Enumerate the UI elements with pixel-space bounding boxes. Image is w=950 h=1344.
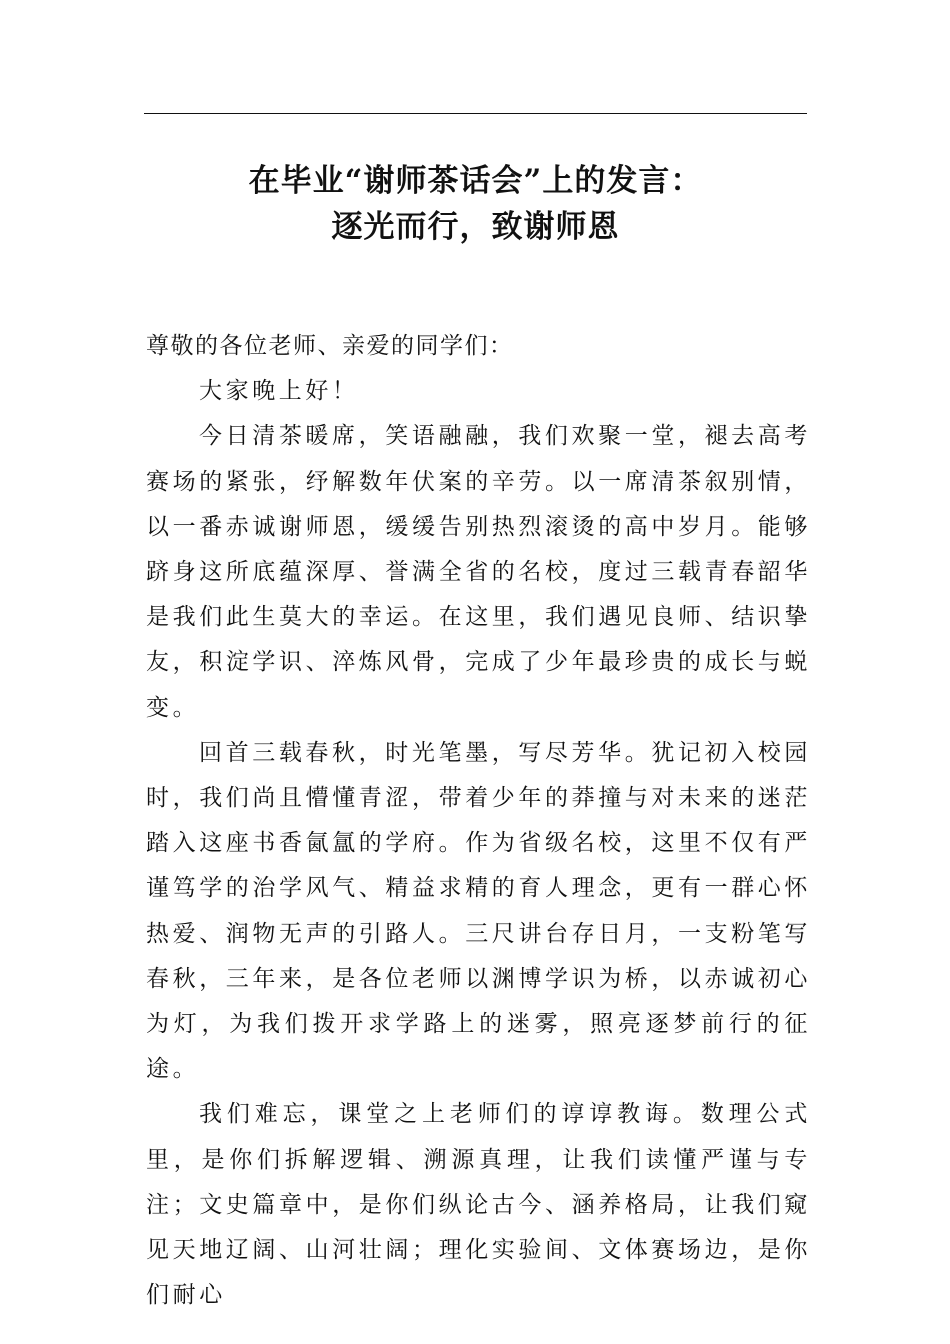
paragraph-3: 我们难忘，课堂之上老师们的谆谆教诲。数理公式里，是你们拆解逻辑、溯源真理，让我们读懂严谨与专注；文史篇章中，是你们纵论古今、涵养格局，让我们窥见天地辽阔、山河壮阔；理化实验间、文体赛场边，是你们耐心 bbox=[146, 1101, 811, 1309]
title-line-2: 逐光而行，致谢师恩 bbox=[331, 209, 620, 245]
document-title bbox=[144, 158, 807, 250]
title-line-1: 在毕业“谢师茶话会”上的发言： bbox=[248, 163, 703, 199]
header-rule bbox=[144, 113, 807, 114]
paragraph-1: 今日清茶暖席，笑语融融，我们欢聚一堂，褪去高考赛场的紧张，纾解数年伏案的辛劳。以一席清茶叙别情，以一番赤诚谢师恩，缓缓告别热烈滚烫的高中岁月。能够跻身这所底蕴深厚、誉满全省的名校，度过三载青春韶华是我们此生莫大的幸运。在这里，我们遇见良师、结识挚友，积淀学识、淬炼风骨，完成了少年最珍贵的成长与蜕变。 bbox=[146, 423, 811, 721]
paragraph-2: 回首三载春秋，时光笔墨，写尽芳华。犹记初入校园时，我们尚且懵懂青涩，带着少年的莽撞与对未来的迷茫踏入这座书香氤氲的学府。作为省级名校，这里不仅有严谨笃学的治学风气、精益求精的育人理念，更有一群心怀热爱、润物无声的引路人。三尺讲台存日月，一支粉笔写春秋，三年来，是各位老师以渊博学识为桥，以赤诚初心为灯，为我们拨开求学路上的迷雾，照亮逐梦前行的征途。 bbox=[146, 739, 811, 1083]
document-body bbox=[146, 324, 811, 1318]
paragraph-greeting: 大家晚上好！ bbox=[199, 378, 359, 405]
salutation: 尊敬的各位老师、亲爱的同学们： bbox=[146, 333, 514, 359]
